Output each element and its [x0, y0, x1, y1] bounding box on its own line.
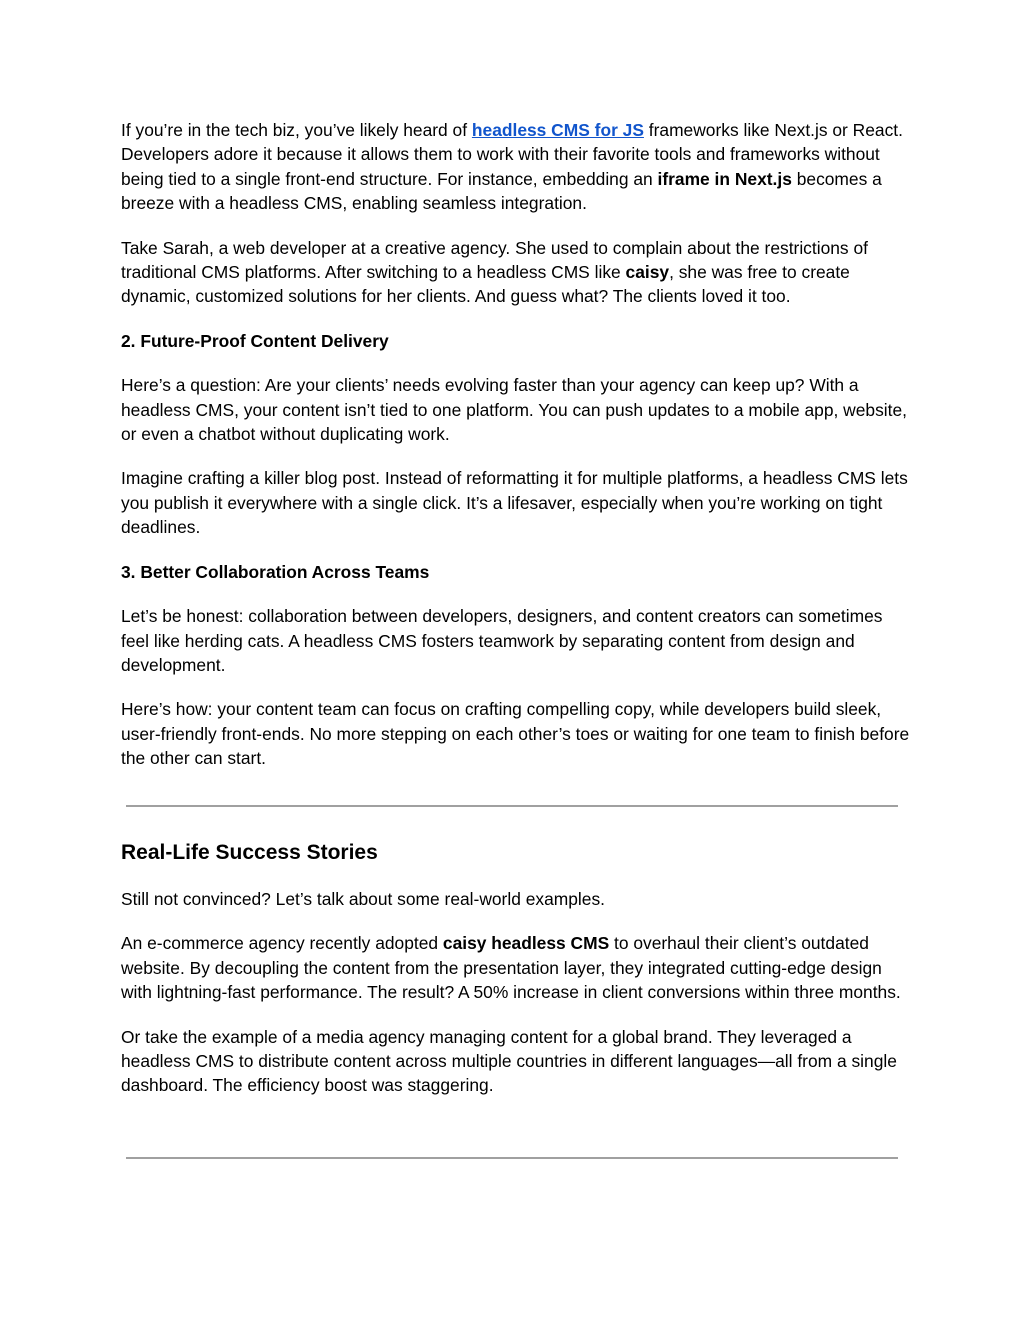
bold-text: caisy: [625, 262, 670, 283]
horizontal-rule-bottom: [126, 1157, 898, 1159]
bold-text: caisy headless CMS: [442, 933, 610, 954]
paragraph-not-convinced: Still not convinced? Let’s talk about some real-world examples.: [121, 889, 605, 909]
paragraph-sarah: [121, 236, 911, 309]
paragraph-media-agency: Or take the example of a media agency managing content for a global brand. They leveraged a headless CMS to distribute content across multiple countries in different languages—all from a single dashboard. The efficiency boost was staggering.: [121, 1026, 897, 1096]
text: Take Sarah, a web developer at a creative agency. She used to complain about the restrictions of traditional CMS platforms. After switching to a headless CMS like: [121, 237, 868, 283]
paragraph-ecommerce: [121, 931, 911, 1004]
subheading-collaboration: 3. Better Collaboration Across Teams: [121, 561, 430, 582]
headless-cms-js-link[interactable]: headless CMS for JS: [471, 120, 644, 140]
paragraph-how: Here’s how: your content team can focus on crafting compelling copy, while developers build sleek, user-friendly front-ends. No more stepping on each other’s toes or waiting for one team to finish before the other can start.: [121, 699, 910, 769]
text: becomes a breeze with a headless CMS, enabling seamless integration.: [121, 168, 882, 214]
text: An e-commerce agency recently adopted: [121, 933, 443, 954]
article-body-top: [121, 118, 911, 791]
text: , she was free to create dynamic, customized solutions for her clients. And guess what? The clients loved it too.: [121, 262, 850, 307]
article-body-bottom: [121, 887, 911, 1118]
section-heading-success-stories: Real-Life Success Stories: [121, 841, 378, 864]
text: to overhaul their client’s outdated website. By decoupling the content from the presentation layer, they integrated cutting-edge design with lightning-fast performance. The result? A 50% increase in client conversions within three months.: [121, 933, 901, 1003]
paragraph-question: Here’s a question: Are your clients’ needs evolving faster than your agency can keep up? With a headless CMS, your content isn’t tied to one platform. You can push updates to a mobile app, website, or even a chatbot without duplicating work.: [121, 375, 907, 445]
paragraph-honest: Let’s be honest: collaboration between developers, designers, and content creators can sometimes feel like herding cats. A headless CMS fosters teamwork by separating content from design and development.: [121, 606, 883, 675]
paragraph-blog-post: Imagine crafting a killer blog post. Instead of reformatting it for multiple platforms, a headless CMS lets you publish it everywhere with a single click. It’s a lifesaver, especially when you’re working on tight deadlines.: [121, 468, 908, 538]
subheading-future-proof: 2. Future-Proof Content Delivery: [121, 330, 389, 351]
horizontal-rule: [126, 805, 898, 807]
text: frameworks like Next.js or React. Developers adore it because it allows them to work with their favorite tools and frameworks without being tied to a single front-end structure. For instance, embedding an: [121, 120, 903, 189]
text: If you’re in the tech biz, you’ve likely heard of: [121, 120, 472, 140]
paragraph-headless-js: [121, 118, 911, 216]
bold-text: iframe in Next.js: [657, 168, 792, 189]
